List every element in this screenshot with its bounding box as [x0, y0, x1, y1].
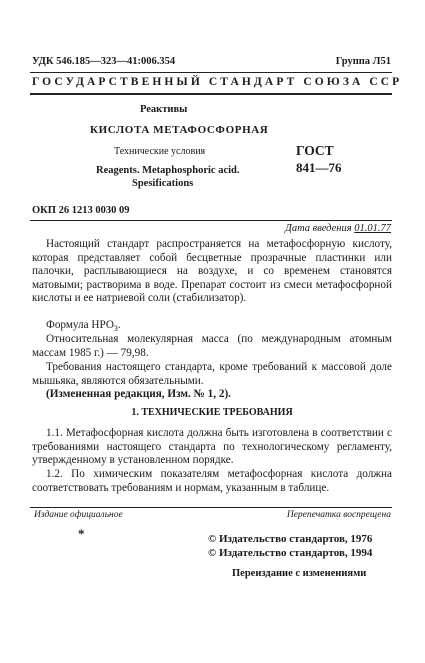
- formula-subscript: 3: [113, 324, 118, 334]
- copyright-1994: © Издательство стандартов, 1994: [208, 547, 373, 559]
- formula-label: Формула: [46, 319, 89, 331]
- intro-date: [285, 223, 391, 234]
- intro-paragraph: Настоящий стандарт распространяется на метафосфорную кислоту, которая представляет собой бесцветные прозрачные пластинки или палочки, расплывающиеся на воздухе, и со временем становятся матовыми; растворима в воде. Препарат состоит из смеси метафосфорной кислоты и ее натриевой соли (стабилизатор).: [32, 238, 392, 305]
- formula-value: НРО: [91, 319, 114, 331]
- okp-rule: [30, 220, 392, 221]
- official-edition: Издание официальное: [34, 510, 123, 520]
- edition-note: (Измененная редакция, Изм. № 1, 2).: [46, 388, 231, 400]
- molecular-mass-paragraph: Относительная молекулярная масса (по международным атомным массам 1985 г.) — 79,98.: [32, 333, 392, 359]
- header-rule: [30, 93, 392, 95]
- gost-label: ГОСТ: [296, 143, 334, 158]
- section-heading: 1. ТЕХНИЧЕСКИЕ ТРЕБОВАНИЯ: [131, 407, 293, 418]
- clause-1-2: 1.2. По химическим показателям метафосфорная кислота должна соответствовать требованиям и нормам, указанным в таблице.: [32, 468, 392, 494]
- english-title-line2: Spesifications: [132, 178, 194, 189]
- document-name: КИСЛОТА МЕТАФОСФОРНАЯ: [90, 124, 269, 136]
- intro-date-value: 01.01.77: [354, 223, 391, 234]
- footer-rule: [30, 507, 392, 508]
- group-code: Группа Л51: [335, 56, 391, 67]
- udk-code: УДК 546.185—323—41:006.354: [32, 56, 176, 67]
- formula-end: .: [117, 319, 121, 331]
- category-label: Реактивы: [140, 104, 188, 115]
- english-title-line1: Reagents. Metaphosphoric acid.: [96, 165, 240, 176]
- intro-date-label: Дата введения: [285, 223, 352, 234]
- asterisk-mark: *: [78, 526, 85, 541]
- standard-title: ГОСУДАРСТВЕННЫЙ СТАНДАРТ СОЮЗА ССР: [32, 76, 403, 88]
- okp-code: ОКП 26 1213 0030 09: [32, 205, 130, 216]
- document-subtitle: Технические условия: [114, 146, 206, 157]
- clause-1-1: 1.1. Метафосфорная кислота должна быть изготовлена в соответствии с требованиями настоящего стандарта по технологическому регламенту, утвержденному в установленном порядке.: [32, 427, 392, 467]
- reprint-prohibited: Перепечатка воспрещена: [286, 510, 391, 520]
- requirements-paragraph: Требования настоящего стандарта, кроме требований к массовой доле мышьяка, являются обязательными.: [32, 361, 392, 387]
- gost-number: 841—76: [296, 160, 342, 175]
- copyright-1976: © Издательство стандартов, 1976: [208, 533, 373, 545]
- reissue-note: Переиздание с изменениями: [232, 568, 367, 579]
- top-rule: [30, 72, 392, 73]
